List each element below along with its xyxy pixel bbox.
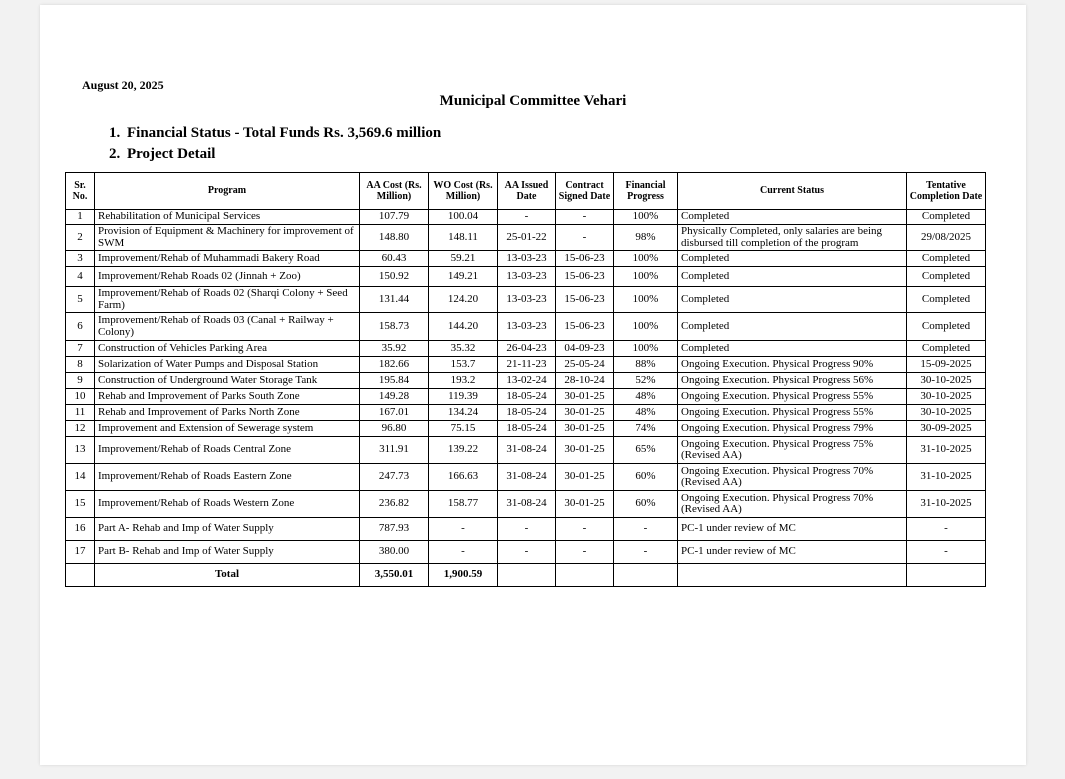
contract-date-cell: 30-01-25 (556, 464, 614, 491)
table-row (66, 251, 986, 267)
contract-date-cell: 30-01-25 (556, 491, 614, 518)
status-cell: Completed (678, 251, 907, 267)
completion-date-cell: Completed (907, 267, 986, 287)
contract-date-cell: 30-01-25 (556, 405, 614, 421)
program-cell: Rehabilitation of Municipal Services (95, 210, 360, 225)
financial-progress-cell: 100% (614, 210, 678, 225)
table-row (66, 518, 986, 541)
completion-date-cell: - (907, 541, 986, 564)
contract-date-cell: 30-01-25 (556, 389, 614, 405)
status-cell: Completed (678, 341, 907, 357)
aa-date-cell: 21-11-23 (498, 357, 556, 373)
aa-date-cell: 13-03-23 (498, 287, 556, 313)
aa-cost-cell: 167.01 (360, 405, 429, 421)
financial-progress-cell: 48% (614, 389, 678, 405)
financial-progress-cell: 60% (614, 464, 678, 491)
sr-cell: 15 (66, 491, 95, 518)
aa-cost-cell: 247.73 (360, 464, 429, 491)
table-row (66, 357, 986, 373)
sr-cell: 16 (66, 518, 95, 541)
col-header-aa-date: AA Issued Date (498, 173, 556, 210)
program-cell: Improvement/Rehab of Roads Western Zone (95, 491, 360, 518)
status-cell: Physically Completed, only salaries are being disbursed till completion of the program (678, 225, 907, 251)
completion-date-cell: 31-10-2025 (907, 437, 986, 464)
program-cell: Improvement/Rehab Roads 02 (Jinnah + Zoo) (95, 267, 360, 287)
aa-cost-cell: 107.79 (360, 210, 429, 225)
completion-date-cell: 30-09-2025 (907, 421, 986, 437)
financial-progress-cell: 60% (614, 491, 678, 518)
completion-date-cell: 30-10-2025 (907, 373, 986, 389)
wo-cost-cell: - (429, 541, 498, 564)
wo-cost-cell: 134.24 (429, 405, 498, 421)
financial-progress-cell: 98% (614, 225, 678, 251)
col-header-wo-cost: WO Cost (Rs. Million) (429, 173, 498, 210)
sr-cell: 6 (66, 313, 95, 341)
aa-cost-cell: 158.73 (360, 313, 429, 341)
financial-progress-cell: 100% (614, 251, 678, 267)
wo-cost-cell: 144.20 (429, 313, 498, 341)
completion-date-cell: Completed (907, 313, 986, 341)
completion-date-cell: 31-10-2025 (907, 464, 986, 491)
status-cell: PC-1 under review of MC (678, 541, 907, 564)
total-label: Total (95, 564, 360, 587)
status-cell: PC-1 under review of MC (678, 518, 907, 541)
program-cell: Improvement/Rehab of Roads Eastern Zone (95, 464, 360, 491)
section-headings (104, 123, 441, 165)
contract-date-cell: - (556, 541, 614, 564)
aa-cost-cell: 148.80 (360, 225, 429, 251)
contract-date-cell: 30-01-25 (556, 421, 614, 437)
program-cell: Construction of Underground Water Storage Tank (95, 373, 360, 389)
col-header-sr: Sr. No. (66, 173, 95, 210)
sr-cell: 4 (66, 267, 95, 287)
aa-date-cell: 18-05-24 (498, 421, 556, 437)
wo-cost-cell: 153.7 (429, 357, 498, 373)
contract-date-cell: 25-05-24 (556, 357, 614, 373)
program-cell: Rehab and Improvement of Parks North Zone (95, 405, 360, 421)
status-cell: Completed (678, 210, 907, 225)
total-wo-cost: 1,900.59 (429, 564, 498, 587)
sr-cell: 11 (66, 405, 95, 421)
total-sr-cell (66, 564, 95, 587)
table-row (66, 541, 986, 564)
sr-cell: 1 (66, 210, 95, 225)
wo-cost-cell: - (429, 518, 498, 541)
aa-cost-cell: 195.84 (360, 373, 429, 389)
col-header-current-status: Current Status (678, 173, 907, 210)
aa-date-cell: 13-03-23 (498, 313, 556, 341)
contract-date-cell: 28-10-24 (556, 373, 614, 389)
status-cell: Ongoing Execution. Physical Progress 79% (678, 421, 907, 437)
wo-cost-cell: 35.32 (429, 341, 498, 357)
wo-cost-cell: 158.77 (429, 491, 498, 518)
contract-date-cell: 15-06-23 (556, 251, 614, 267)
aa-date-cell: 25-01-22 (498, 225, 556, 251)
program-cell: Improvement/Rehab of Muhammadi Bakery Road (95, 251, 360, 267)
completion-date-cell: 30-10-2025 (907, 405, 986, 421)
project-table (65, 172, 986, 587)
table-row (66, 421, 986, 437)
status-cell: Completed (678, 287, 907, 313)
completion-date-cell: Completed (907, 251, 986, 267)
col-header-program: Program (95, 173, 360, 210)
aa-cost-cell: 131.44 (360, 287, 429, 313)
sr-cell: 13 (66, 437, 95, 464)
wo-cost-cell: 149.21 (429, 267, 498, 287)
status-cell: Ongoing Execution. Physical Progress 70% (Revised AA) (678, 491, 907, 518)
aa-cost-cell: 150.92 (360, 267, 429, 287)
aa-cost-cell: 311.91 (360, 437, 429, 464)
status-cell: Completed (678, 313, 907, 341)
financial-progress-cell: - (614, 518, 678, 541)
total-empty-cell (678, 564, 907, 587)
total-row (66, 564, 986, 587)
table-row (66, 389, 986, 405)
status-cell: Ongoing Execution. Physical Progress 75% (Revised AA) (678, 437, 907, 464)
total-empty-cell (614, 564, 678, 587)
table-row (66, 210, 986, 225)
contract-date-cell: - (556, 518, 614, 541)
sr-cell: 7 (66, 341, 95, 357)
wo-cost-cell: 59.21 (429, 251, 498, 267)
contract-date-cell: 15-06-23 (556, 287, 614, 313)
aa-date-cell: 31-08-24 (498, 437, 556, 464)
contract-date-cell: 04-09-23 (556, 341, 614, 357)
program-cell: Solarization of Water Pumps and Disposal Station (95, 357, 360, 373)
status-cell: Completed (678, 267, 907, 287)
completion-date-cell: 15-09-2025 (907, 357, 986, 373)
financial-progress-cell: 88% (614, 357, 678, 373)
contract-date-cell: 15-06-23 (556, 267, 614, 287)
contract-date-cell: 30-01-25 (556, 437, 614, 464)
completion-date-cell: 31-10-2025 (907, 491, 986, 518)
financial-progress-cell: 65% (614, 437, 678, 464)
completion-date-cell: Completed (907, 210, 986, 225)
completion-date-cell: 30-10-2025 (907, 389, 986, 405)
aa-cost-cell: 236.82 (360, 491, 429, 518)
status-cell: Ongoing Execution. Physical Progress 55% (678, 389, 907, 405)
contract-date-cell: 15-06-23 (556, 313, 614, 341)
table-row (66, 437, 986, 464)
completion-date-cell: Completed (907, 341, 986, 357)
aa-cost-cell: 787.93 (360, 518, 429, 541)
wo-cost-cell: 148.11 (429, 225, 498, 251)
aa-date-cell: 13-03-23 (498, 251, 556, 267)
sr-cell: 2 (66, 225, 95, 251)
sr-cell: 14 (66, 464, 95, 491)
sr-cell: 10 (66, 389, 95, 405)
aa-cost-cell: 60.43 (360, 251, 429, 267)
aa-cost-cell: 380.00 (360, 541, 429, 564)
sr-cell: 5 (66, 287, 95, 313)
col-header-aa-cost: AA Cost (Rs. Million) (360, 173, 429, 210)
report-date: August 20, 2025 (82, 78, 164, 92)
financial-progress-cell: 100% (614, 287, 678, 313)
table-row (66, 341, 986, 357)
aa-date-cell: 26-04-23 (498, 341, 556, 357)
wo-cost-cell: 193.2 (429, 373, 498, 389)
aa-cost-cell: 96.80 (360, 421, 429, 437)
financial-progress-cell: 74% (614, 421, 678, 437)
total-aa-cost: 3,550.01 (360, 564, 429, 587)
table-row (66, 405, 986, 421)
program-cell: Provision of Equipment & Machinery for improvement of SWM (95, 225, 360, 251)
table-row (66, 287, 986, 313)
aa-date-cell: - (498, 541, 556, 564)
program-cell: Improvement and Extension of Sewerage system (95, 421, 360, 437)
table-row (66, 373, 986, 389)
wo-cost-cell: 166.63 (429, 464, 498, 491)
completion-date-cell: - (907, 518, 986, 541)
financial-progress-cell: 100% (614, 341, 678, 357)
financial-progress-cell: 52% (614, 373, 678, 389)
aa-cost-cell: 35.92 (360, 341, 429, 357)
program-cell: Part A- Rehab and Imp of Water Supply (95, 518, 360, 541)
financial-progress-cell: 100% (614, 267, 678, 287)
aa-date-cell: - (498, 518, 556, 541)
table-row (66, 267, 986, 287)
wo-cost-cell: 124.20 (429, 287, 498, 313)
aa-date-cell: 13-03-23 (498, 267, 556, 287)
aa-cost-cell: 182.66 (360, 357, 429, 373)
heading-financial-status: 1. Financial Status - Total Funds Rs. 3,569.6 million (124, 123, 441, 144)
heading-project-detail: 2. Project Detail (124, 144, 441, 165)
sr-cell: 8 (66, 357, 95, 373)
status-cell: Ongoing Execution. Physical Progress 55% (678, 405, 907, 421)
total-empty-cell (498, 564, 556, 587)
table-row (66, 313, 986, 341)
organization-title: Municipal Committee Vehari (439, 93, 627, 109)
completion-date-cell: 29/08/2025 (907, 225, 986, 251)
document-page (40, 5, 1026, 765)
wo-cost-cell: 139.22 (429, 437, 498, 464)
status-cell: Ongoing Execution. Physical Progress 90% (678, 357, 907, 373)
wo-cost-cell: 119.39 (429, 389, 498, 405)
wo-cost-cell: 100.04 (429, 210, 498, 225)
sr-cell: 9 (66, 373, 95, 389)
program-cell: Improvement/Rehab of Roads Central Zone (95, 437, 360, 464)
table-row (66, 225, 986, 251)
total-empty-cell (907, 564, 986, 587)
status-cell: Ongoing Execution. Physical Progress 70% (Revised AA) (678, 464, 907, 491)
aa-date-cell: 18-05-24 (498, 389, 556, 405)
aa-cost-cell: 149.28 (360, 389, 429, 405)
table-header-row (66, 173, 986, 210)
col-header-contract-date: Contract Signed Date (556, 173, 614, 210)
aa-date-cell: 31-08-24 (498, 491, 556, 518)
program-cell: Part B- Rehab and Imp of Water Supply (95, 541, 360, 564)
status-cell: Ongoing Execution. Physical Progress 56% (678, 373, 907, 389)
table-row (66, 491, 986, 518)
table-row (66, 464, 986, 491)
col-header-financial-progress: Financial Progress (614, 173, 678, 210)
program-cell: Construction of Vehicles Parking Area (95, 341, 360, 357)
sr-cell: 3 (66, 251, 95, 267)
financial-progress-cell: 48% (614, 405, 678, 421)
total-empty-cell (556, 564, 614, 587)
program-cell: Improvement/Rehab of Roads 03 (Canal + Railway + Colony) (95, 313, 360, 341)
col-header-completion-date: Tentative Completion Date (907, 173, 986, 210)
aa-date-cell: 18-05-24 (498, 405, 556, 421)
aa-date-cell: - (498, 210, 556, 225)
sr-cell: 12 (66, 421, 95, 437)
contract-date-cell: - (556, 225, 614, 251)
wo-cost-cell: 75.15 (429, 421, 498, 437)
contract-date-cell: - (556, 210, 614, 225)
program-cell: Improvement/Rehab of Roads 02 (Sharqi Colony + Seed Farm) (95, 287, 360, 313)
financial-progress-cell: - (614, 541, 678, 564)
completion-date-cell: Completed (907, 287, 986, 313)
program-cell: Rehab and Improvement of Parks South Zone (95, 389, 360, 405)
sr-cell: 17 (66, 541, 95, 564)
aa-date-cell: 31-08-24 (498, 464, 556, 491)
aa-date-cell: 13-02-24 (498, 373, 556, 389)
financial-progress-cell: 100% (614, 313, 678, 341)
